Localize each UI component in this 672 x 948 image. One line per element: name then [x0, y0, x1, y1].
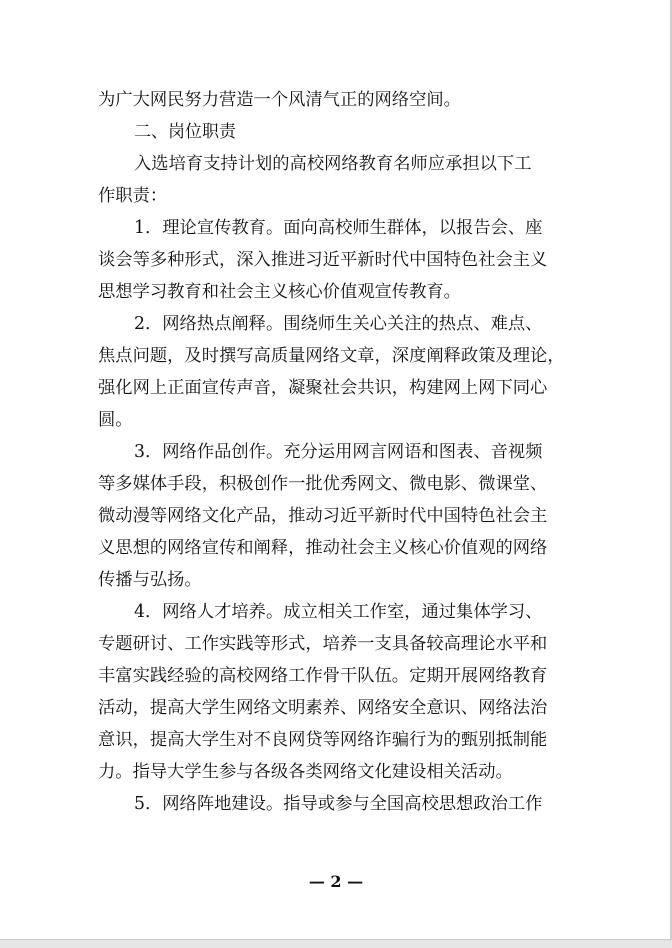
- paragraph-line: 3．网络作品创作。充分运用网言网语和图表、音视频: [134, 442, 543, 462]
- document-body: [98, 84, 570, 820]
- paragraph-line: 入选培育支持计划的高校网络教育名师应承担以下工: [134, 154, 532, 174]
- paragraph-line: 作职责：: [98, 186, 168, 206]
- paragraph-line: 强化网上正面宣传声音，凝聚社会共识，构建网上网下同心: [98, 378, 548, 398]
- paragraph-line: 力。指导大学生参与各级各类网络文化建设相关活动。: [98, 762, 513, 782]
- paragraph-line: 义思想的网络宣传和阐释，推动社会主义核心价值观的网络: [98, 538, 548, 558]
- page-bottom-edge: [0, 939, 672, 948]
- paragraph-line: 圆。: [98, 410, 133, 430]
- paragraph-line: 等多媒体手段，积极创作一批优秀网文、微电影、微课堂、: [98, 474, 548, 494]
- paragraph-line: 1．理论宣传教育。面向高校师生群体，以报告会、座: [134, 218, 543, 238]
- paragraph-line: 微动漫等网络文化产品，推动习近平新时代中国特色社会主: [98, 506, 548, 526]
- paragraph-line: 传播与弘扬。: [98, 570, 202, 590]
- paragraph-line: 焦点问题，及时撰写高质量网络文章，深度阐释政策及理论，: [98, 346, 565, 366]
- paragraph-line: 活动，提高大学生网络文明素养、网络安全意识、网络法治: [98, 698, 548, 718]
- paragraph-line: 专题研讨、工作实践等形式，培养一支具备较高理论水平和: [98, 634, 548, 654]
- paragraph-line: 谈会等多种形式，深入推进习近平新时代中国特色社会主义: [98, 250, 548, 270]
- paragraph-line: 2．网络热点阐释。围绕师生关心关注的热点、难点、: [134, 314, 543, 334]
- paragraph-line: 意识，提高大学生对不良网贷等网络诈骗行为的甄别抵制能: [98, 730, 548, 750]
- paragraph-line: 思想学习教育和社会主义核心价值观宣传教育。: [98, 282, 461, 302]
- paragraph-line: 为广大网民努力营造一个风清气正的网络空间。: [98, 90, 461, 110]
- section-heading: 二、岗位职责: [134, 122, 236, 142]
- paragraph-line: 5．网络阵地建设。指导或参与全国高校思想政治工作: [134, 794, 543, 814]
- paragraph-line: 丰富实践经验的高校网络工作骨干队伍。定期开展网络教育: [98, 666, 548, 686]
- page-number: — 2 —: [308, 872, 364, 891]
- paragraph-line: 4．网络人才培养。成立相关工作室，通过集体学习、: [134, 602, 543, 622]
